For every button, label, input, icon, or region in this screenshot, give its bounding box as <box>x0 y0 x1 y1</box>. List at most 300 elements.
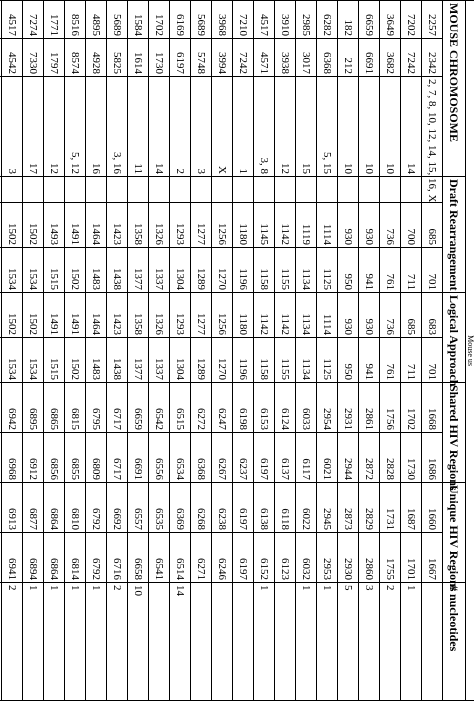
cell-chromosome-start: 4517 <box>254 1 275 39</box>
cell-draft-end: 1377 <box>128 248 149 293</box>
cell-logical-end: 1270 <box>212 338 233 383</box>
cell-shared-start: 6124 <box>275 383 296 433</box>
cell-shared-end: 1730 <box>401 433 422 483</box>
cell-shared-end: 6368 <box>191 433 212 483</box>
cell-logical-start: 1326 <box>149 293 170 338</box>
cell-draft-end: 711 <box>401 248 422 293</box>
cell-logical-start: 1464 <box>86 293 107 338</box>
cell-chromosome-end: 5825 <box>107 39 128 77</box>
cell-chromosome-list: 10 <box>380 77 401 177</box>
cell-draft-end: 1515 <box>44 248 65 293</box>
cell-chromosome-start: 6282 <box>317 1 338 39</box>
cell-logical-start: 1142 <box>275 293 296 338</box>
cell-shared-start: 6515 <box>170 383 191 433</box>
cell-logical-start: 1358 <box>128 293 149 338</box>
cell-unique-start: 6792 <box>86 483 107 533</box>
cell-chromosome-list: 3, 8 <box>254 77 275 177</box>
cell-logical-end: 1134 <box>296 338 317 383</box>
cell-nucleotides <box>233 583 254 701</box>
cell-chromosome-start: 4517 <box>2 1 23 39</box>
header-unique-hiv-regions: Unique HIV Regions <box>443 483 466 583</box>
cell-shared-end: 1686 <box>422 433 443 483</box>
cell-logical-start: 736 <box>380 293 401 338</box>
cell-logical-end: 1337 <box>149 338 170 383</box>
cell-draft-start: 685 <box>422 203 443 248</box>
cell-nucleotides: 1 <box>401 583 422 701</box>
table-row <box>359 1 380 701</box>
cell-logical-start: 1502 <box>2 293 23 338</box>
cell-unique-start: 6877 <box>23 483 44 533</box>
cell-logical-start: 1142 <box>254 293 275 338</box>
cell-empty <box>191 177 212 203</box>
cell-shared-start: 6542 <box>149 383 170 433</box>
header-row <box>443 1 466 701</box>
cell-draft-end: 950 <box>338 248 359 293</box>
table-body <box>0 1 474 701</box>
cell-shared-end: 6691 <box>128 433 149 483</box>
cell-chromosome-list: 11 <box>128 77 149 177</box>
table-row <box>317 1 338 701</box>
table-row <box>44 1 65 701</box>
cell-unique-end: 6246 <box>212 533 233 583</box>
cell-empty <box>275 177 296 203</box>
cell-shared-end: 6717 <box>107 433 128 483</box>
cell-draft-start: 930 <box>359 203 380 248</box>
cell-chromosome-list: 12 <box>275 77 296 177</box>
cell-draft-end: 761 <box>380 248 401 293</box>
cell-chromosome-end: 3682 <box>380 39 401 77</box>
cell-chromosome-list: 12 <box>44 77 65 177</box>
cell-empty <box>317 177 338 203</box>
cell-chromosome-start: 3968 <box>212 1 233 39</box>
cell-chromosome-list: 14 <box>149 77 170 177</box>
cell-chromosome-end: 7330 <box>23 39 44 77</box>
cell-empty <box>86 177 107 203</box>
cell-logical-end: 1377 <box>128 338 149 383</box>
cell-chromosome-list: 2, 7, 8, 10, 12, 14, 15, 16, X <box>422 77 443 177</box>
cell-empty <box>128 177 149 203</box>
cell-nucleotides: 1 <box>65 583 86 701</box>
cell-draft-start: 1256 <box>212 203 233 248</box>
cell-unique-start: 1660 <box>422 483 443 533</box>
cell-nucleotides: 2 <box>107 583 128 701</box>
cell-draft-start: 1145 <box>254 203 275 248</box>
cell-chromosome-start: 7210 <box>233 1 254 39</box>
cell-draft-end: 1534 <box>23 248 44 293</box>
cell-nucleotides: 1 <box>317 583 338 701</box>
cell-shared-end: 6912 <box>23 433 44 483</box>
cell-unique-end: 6197 <box>233 533 254 583</box>
cell-chromosome-start: 8516 <box>65 1 86 39</box>
cell-unique-end: 6514 <box>170 533 191 583</box>
cell-nucleotides <box>275 583 296 701</box>
cell-unique-start: 1687 <box>401 483 422 533</box>
cell-chromosome-start: 2985 <box>296 1 317 39</box>
cell-unique-end: 6271 <box>191 533 212 583</box>
cell-logical-start: 1180 <box>233 293 254 338</box>
cell-chromosome-end: 6368 <box>317 39 338 77</box>
cell-draft-end: 1304 <box>170 248 191 293</box>
cell-draft-start: 700 <box>401 203 422 248</box>
cell-shared-start: 2954 <box>317 383 338 433</box>
cell-shared-end: 6556 <box>149 433 170 483</box>
cell-logical-end: 1155 <box>275 338 296 383</box>
cell-chromosome-list: 1 <box>233 77 254 177</box>
cell-logical-end: 701 <box>422 338 443 383</box>
cell-unique-end: 6032 <box>296 533 317 583</box>
cell-nucleotides <box>422 583 443 701</box>
cell-unique-start: 6369 <box>170 483 191 533</box>
cell-unique-start: 6022 <box>296 483 317 533</box>
cell-chromosome-end: 2342 <box>422 39 443 77</box>
cell-chromosome-list: 10 <box>359 77 380 177</box>
cell-unique-start: 2945 <box>317 483 338 533</box>
cell-nucleotides: 5 <box>338 583 359 701</box>
cell-chromosome-start: 3649 <box>380 1 401 39</box>
cell-chromosome-end: 7242 <box>401 39 422 77</box>
cell-draft-end: 701 <box>422 248 443 293</box>
cell-chromosome-list <box>0 77 2 177</box>
cell-empty <box>44 177 65 203</box>
cell-shared-end: 2872 <box>359 433 380 483</box>
cell-unique-end: 1667 <box>422 533 443 583</box>
cell-chromosome-list: 3, 16 <box>107 77 128 177</box>
cell-draft-end: 1289 <box>191 248 212 293</box>
cell-unique-start: 6238 <box>212 483 233 533</box>
cell-chromosome-end: 4571 <box>254 39 275 77</box>
table-row <box>0 1 2 701</box>
cell-nucleotides <box>149 583 170 701</box>
cell-logical-end: 1483 <box>86 338 107 383</box>
cell-empty <box>149 177 170 203</box>
table-row <box>254 1 275 701</box>
cell-unique-start: 6268 <box>191 483 212 533</box>
cell-nucleotides <box>0 583 2 701</box>
cell-draft-start: 1326 <box>149 203 170 248</box>
cell-shared-end: 6968 <box>2 433 23 483</box>
cell-shared-start: 6865 <box>44 383 65 433</box>
cell-shared-end: 2828 <box>380 433 401 483</box>
cell-shared-start: 2931 <box>338 383 359 433</box>
cell-logical-start: 1502 <box>23 293 44 338</box>
cell-chromosome-list: 14 <box>401 77 422 177</box>
cell-shared-start: 6198 <box>233 383 254 433</box>
cell-chromosome-start: 5689 <box>191 1 212 39</box>
table-row <box>338 1 359 701</box>
cell-unique-start: 6913 <box>2 483 23 533</box>
cell-chromosome-start: 6169 <box>170 1 191 39</box>
cell-draft-start: 930 <box>338 203 359 248</box>
cell-shared-end: 2944 <box>338 433 359 483</box>
header-nucleotides: # nucleotides <box>443 583 466 701</box>
cell-logical-start: 930 <box>359 293 380 338</box>
cell-shared-end: 6021 <box>317 433 338 483</box>
cell-shared-start: 1756 <box>380 383 401 433</box>
cell-chromosome-end: 1730 <box>149 39 170 77</box>
cell-unique-start: 1731 <box>380 483 401 533</box>
table-row <box>86 1 107 701</box>
cell-logical-start: 683 <box>422 293 443 338</box>
cell-draft-start: 1142 <box>275 203 296 248</box>
cell-chromosome-start: 1771 <box>44 1 65 39</box>
cell-unique-end: 1701 <box>401 533 422 583</box>
cell-draft-start: 1502 <box>2 203 23 248</box>
cell-draft-end: 1270 <box>212 248 233 293</box>
cell-chromosome-start: 7274 <box>23 1 44 39</box>
cell-empty <box>401 177 422 203</box>
cell-logical-end: 1515 <box>44 338 65 383</box>
cell-logical-end: 1502 <box>65 338 86 383</box>
cell-shared-start: 6815 <box>65 383 86 433</box>
cell-draft-end: 941 <box>359 248 380 293</box>
cell-unique-start: 6557 <box>128 483 149 533</box>
cell-unique-end: 6716 <box>107 533 128 583</box>
table-row <box>275 1 296 701</box>
title-row <box>466 1 475 701</box>
table-row <box>401 1 422 701</box>
cell-draft-start: 1491 <box>65 203 86 248</box>
cell-unique-end: 2860 <box>359 533 380 583</box>
cell-chromosome-start: 3910 <box>275 1 296 39</box>
cell-unique-end: 6792 <box>86 533 107 583</box>
cell-empty <box>212 177 233 203</box>
table-row <box>380 1 401 701</box>
cell-draft-end: 1196 <box>233 248 254 293</box>
table-row <box>107 1 128 701</box>
cell-shared-end: 6809 <box>86 433 107 483</box>
cell-logical-end: 1196 <box>233 338 254 383</box>
cell-unique-start: 6118 <box>275 483 296 533</box>
cell-nucleotides: 1 <box>86 583 107 701</box>
cell-unique-end: 6658 <box>128 533 149 583</box>
cell-logical-end: 950 <box>338 338 359 383</box>
cell-shared-start: 6272 <box>191 383 212 433</box>
table-row <box>296 1 317 701</box>
cell-nucleotides: 14 <box>170 583 191 701</box>
cell-chromosome-end: 6197 <box>170 39 191 77</box>
table-row <box>422 1 443 701</box>
cell-draft-start: 1114 <box>317 203 338 248</box>
cell-nucleotides <box>191 583 212 701</box>
cell-chromosome-end: 4542 <box>2 39 23 77</box>
cell-chromosome-end: 3017 <box>296 39 317 77</box>
cell-empty <box>359 177 380 203</box>
table-row <box>149 1 170 701</box>
cell-unique-end: 6894 <box>23 533 44 583</box>
cell-shared-start: 6895 <box>23 383 44 433</box>
cell-logical-start: 1491 <box>44 293 65 338</box>
cell-chromosome-list: 16 <box>86 77 107 177</box>
cell-shared-end: 6137 <box>275 433 296 483</box>
cell-unique-start: 6535 <box>149 483 170 533</box>
cell-shared-start: 1668 <box>422 383 443 433</box>
cell-chromosome-start: 5689 <box>107 1 128 39</box>
table-row <box>128 1 149 701</box>
cell-chromosome-end: 1614 <box>128 39 149 77</box>
cell-empty <box>2 177 23 203</box>
table-row <box>65 1 86 701</box>
cell-draft-start: 1502 <box>23 203 44 248</box>
cell-logical-end: 1438 <box>107 338 128 383</box>
table-row <box>23 1 44 701</box>
cell-logical-end: 941 <box>359 338 380 383</box>
header-shared-hiv-regions: Shared HIV Regions <box>443 383 466 483</box>
cell-draft-end: 1337 <box>149 248 170 293</box>
cell-shared-start: 6717 <box>107 383 128 433</box>
cell-unique-end: 1755 <box>380 533 401 583</box>
cell-empty <box>338 177 359 203</box>
cell-unique-end: 6152 <box>254 533 275 583</box>
cell-nucleotides: 3 <box>359 583 380 701</box>
cell-unique-end: 6941 <box>2 533 23 583</box>
table-row <box>212 1 233 701</box>
cell-empty <box>0 177 2 203</box>
cell-chromosome-end: 3938 <box>275 39 296 77</box>
cell-draft-start: 1423 <box>107 203 128 248</box>
cell-empty <box>107 177 128 203</box>
cell-logical-start: 1277 <box>191 293 212 338</box>
cell-unique-end: 6814 <box>65 533 86 583</box>
cell-unique-end: 2930 <box>338 533 359 583</box>
cell-chromosome-end: 8574 <box>65 39 86 77</box>
table-row <box>233 1 254 701</box>
cell-shared-start: 1702 <box>401 383 422 433</box>
cell-chromosome-start: 4895 <box>86 1 107 39</box>
cell-unique-start: 2873 <box>338 483 359 533</box>
cell-nucleotides: 1 <box>44 583 65 701</box>
cell-unique-end: 2953 <box>317 533 338 583</box>
cell-draft-start: 1493 <box>44 203 65 248</box>
cell-draft-start: 1464 <box>86 203 107 248</box>
cell-nucleotides <box>212 583 233 701</box>
cell-empty <box>296 177 317 203</box>
cell-logical-start: 1256 <box>212 293 233 338</box>
cell-chromosome-list: 5, 12 <box>65 77 86 177</box>
table-row <box>2 1 23 701</box>
cell-draft-start: 736 <box>380 203 401 248</box>
cell-chromosome-end: 5748 <box>191 39 212 77</box>
cell-draft-end: 1158 <box>254 248 275 293</box>
cell-chromosome-list: 5, 15 <box>317 77 338 177</box>
cell-nucleotides: 1 <box>23 583 44 701</box>
cell-chromosome-start: 182 <box>338 1 359 39</box>
cell-logical-start: 685 <box>401 293 422 338</box>
cell-shared-end: 6534 <box>170 433 191 483</box>
cell-logical-end: 1289 <box>191 338 212 383</box>
cell-chromosome-start: 2257 <box>422 1 443 39</box>
cell-chromosome-end: 212 <box>338 39 359 77</box>
table-title: Mouse us <box>466 1 475 701</box>
cell-chromosome-list: 10 <box>338 77 359 177</box>
cell-unique-end: 6541 <box>149 533 170 583</box>
cell-chromosome-start: 1702 <box>149 1 170 39</box>
cell-chromosome-end: 7242 <box>233 39 254 77</box>
cell-shared-end: 6856 <box>44 433 65 483</box>
cell-logical-start: 1293 <box>170 293 191 338</box>
cell-shared-end: 6855 <box>65 433 86 483</box>
cell-nucleotides: 1 <box>254 583 275 701</box>
cell-shared-start: 6247 <box>212 383 233 433</box>
cell-draft-end: 1438 <box>107 248 128 293</box>
cell-chromosome-list: 2 <box>170 77 191 177</box>
cell-shared-start: 6659 <box>128 383 149 433</box>
cell-logical-start: 1423 <box>107 293 128 338</box>
cell-draft-start: 1119 <box>296 203 317 248</box>
cell-logical-start: 1134 <box>296 293 317 338</box>
cell-logical-end: 1158 <box>254 338 275 383</box>
cell-logical-start: 1491 <box>65 293 86 338</box>
cell-logical-end: 711 <box>401 338 422 383</box>
cell-chromosome-list: 3 <box>2 77 23 177</box>
cell-logical-end: 1304 <box>170 338 191 383</box>
cell-nucleotides: 1 <box>296 583 317 701</box>
cell-empty <box>23 177 44 203</box>
cell-logical-end: 1125 <box>317 338 338 383</box>
cell-draft-end: 1534 <box>2 248 23 293</box>
cell-shared-start: 6795 <box>86 383 107 433</box>
table-row <box>191 1 212 701</box>
cell-draft-end: 1155 <box>275 248 296 293</box>
cell-chromosome-list: X <box>212 77 233 177</box>
cell-unique-start: 2829 <box>359 483 380 533</box>
cell-draft-end: 1125 <box>317 248 338 293</box>
cell-unique-start: 6864 <box>44 483 65 533</box>
cell-empty <box>233 177 254 203</box>
cell-draft-start: 1358 <box>128 203 149 248</box>
cell-nucleotides: 2 <box>2 583 23 701</box>
cell-unique-start: 6138 <box>254 483 275 533</box>
cell-draft-end: 1483 <box>86 248 107 293</box>
cell-draft-start: 1180 <box>233 203 254 248</box>
cell-shared-start: 6033 <box>296 383 317 433</box>
cell-chromosome-end: 3994 <box>212 39 233 77</box>
header-mouse-chromosome: MOUSE CHROMOSOME <box>443 1 466 177</box>
cell-chromosome-list: 17 <box>23 77 44 177</box>
cell-shared-end: 6267 <box>212 433 233 483</box>
table-row <box>170 1 191 701</box>
cell-chromosome-list: 3 <box>191 77 212 177</box>
cell-nucleotides: 10 <box>128 583 149 701</box>
cell-nucleotides: 2 <box>380 583 401 701</box>
cell-shared-start: 6942 <box>2 383 23 433</box>
cell-unique-end: 6864 <box>44 533 65 583</box>
cell-unique-start: 6692 <box>107 483 128 533</box>
cell-draft-start: 1293 <box>170 203 191 248</box>
cell-empty <box>254 177 275 203</box>
cell-unique-end: 6123 <box>275 533 296 583</box>
cell-empty <box>170 177 191 203</box>
header-logical-approach: Logical Approach <box>443 293 466 383</box>
cell-chromosome-start: 6659 <box>359 1 380 39</box>
cell-shared-end: 6237 <box>233 433 254 483</box>
cell-logical-end: 1534 <box>23 338 44 383</box>
cell-logical-start: 1114 <box>317 293 338 338</box>
cell-chromosome-list: 15 <box>296 77 317 177</box>
cell-chromosome-start: 1584 <box>128 1 149 39</box>
cell-chromosome-start: 7202 <box>401 1 422 39</box>
cell-draft-start: 1277 <box>191 203 212 248</box>
cell-shared-start: 2861 <box>359 383 380 433</box>
cell-chromosome-end: 1797 <box>44 39 65 77</box>
cell-chromosome-end: 4928 <box>86 39 107 77</box>
cell-chromosome-end: 6691 <box>359 39 380 77</box>
cell-empty <box>380 177 401 203</box>
cell-shared-end: 6197 <box>254 433 275 483</box>
cell-logical-end: 1534 <box>2 338 23 383</box>
cell-draft-end: 1502 <box>65 248 86 293</box>
cell-unique-start: 6197 <box>233 483 254 533</box>
cell-shared-end: 6117 <box>296 433 317 483</box>
